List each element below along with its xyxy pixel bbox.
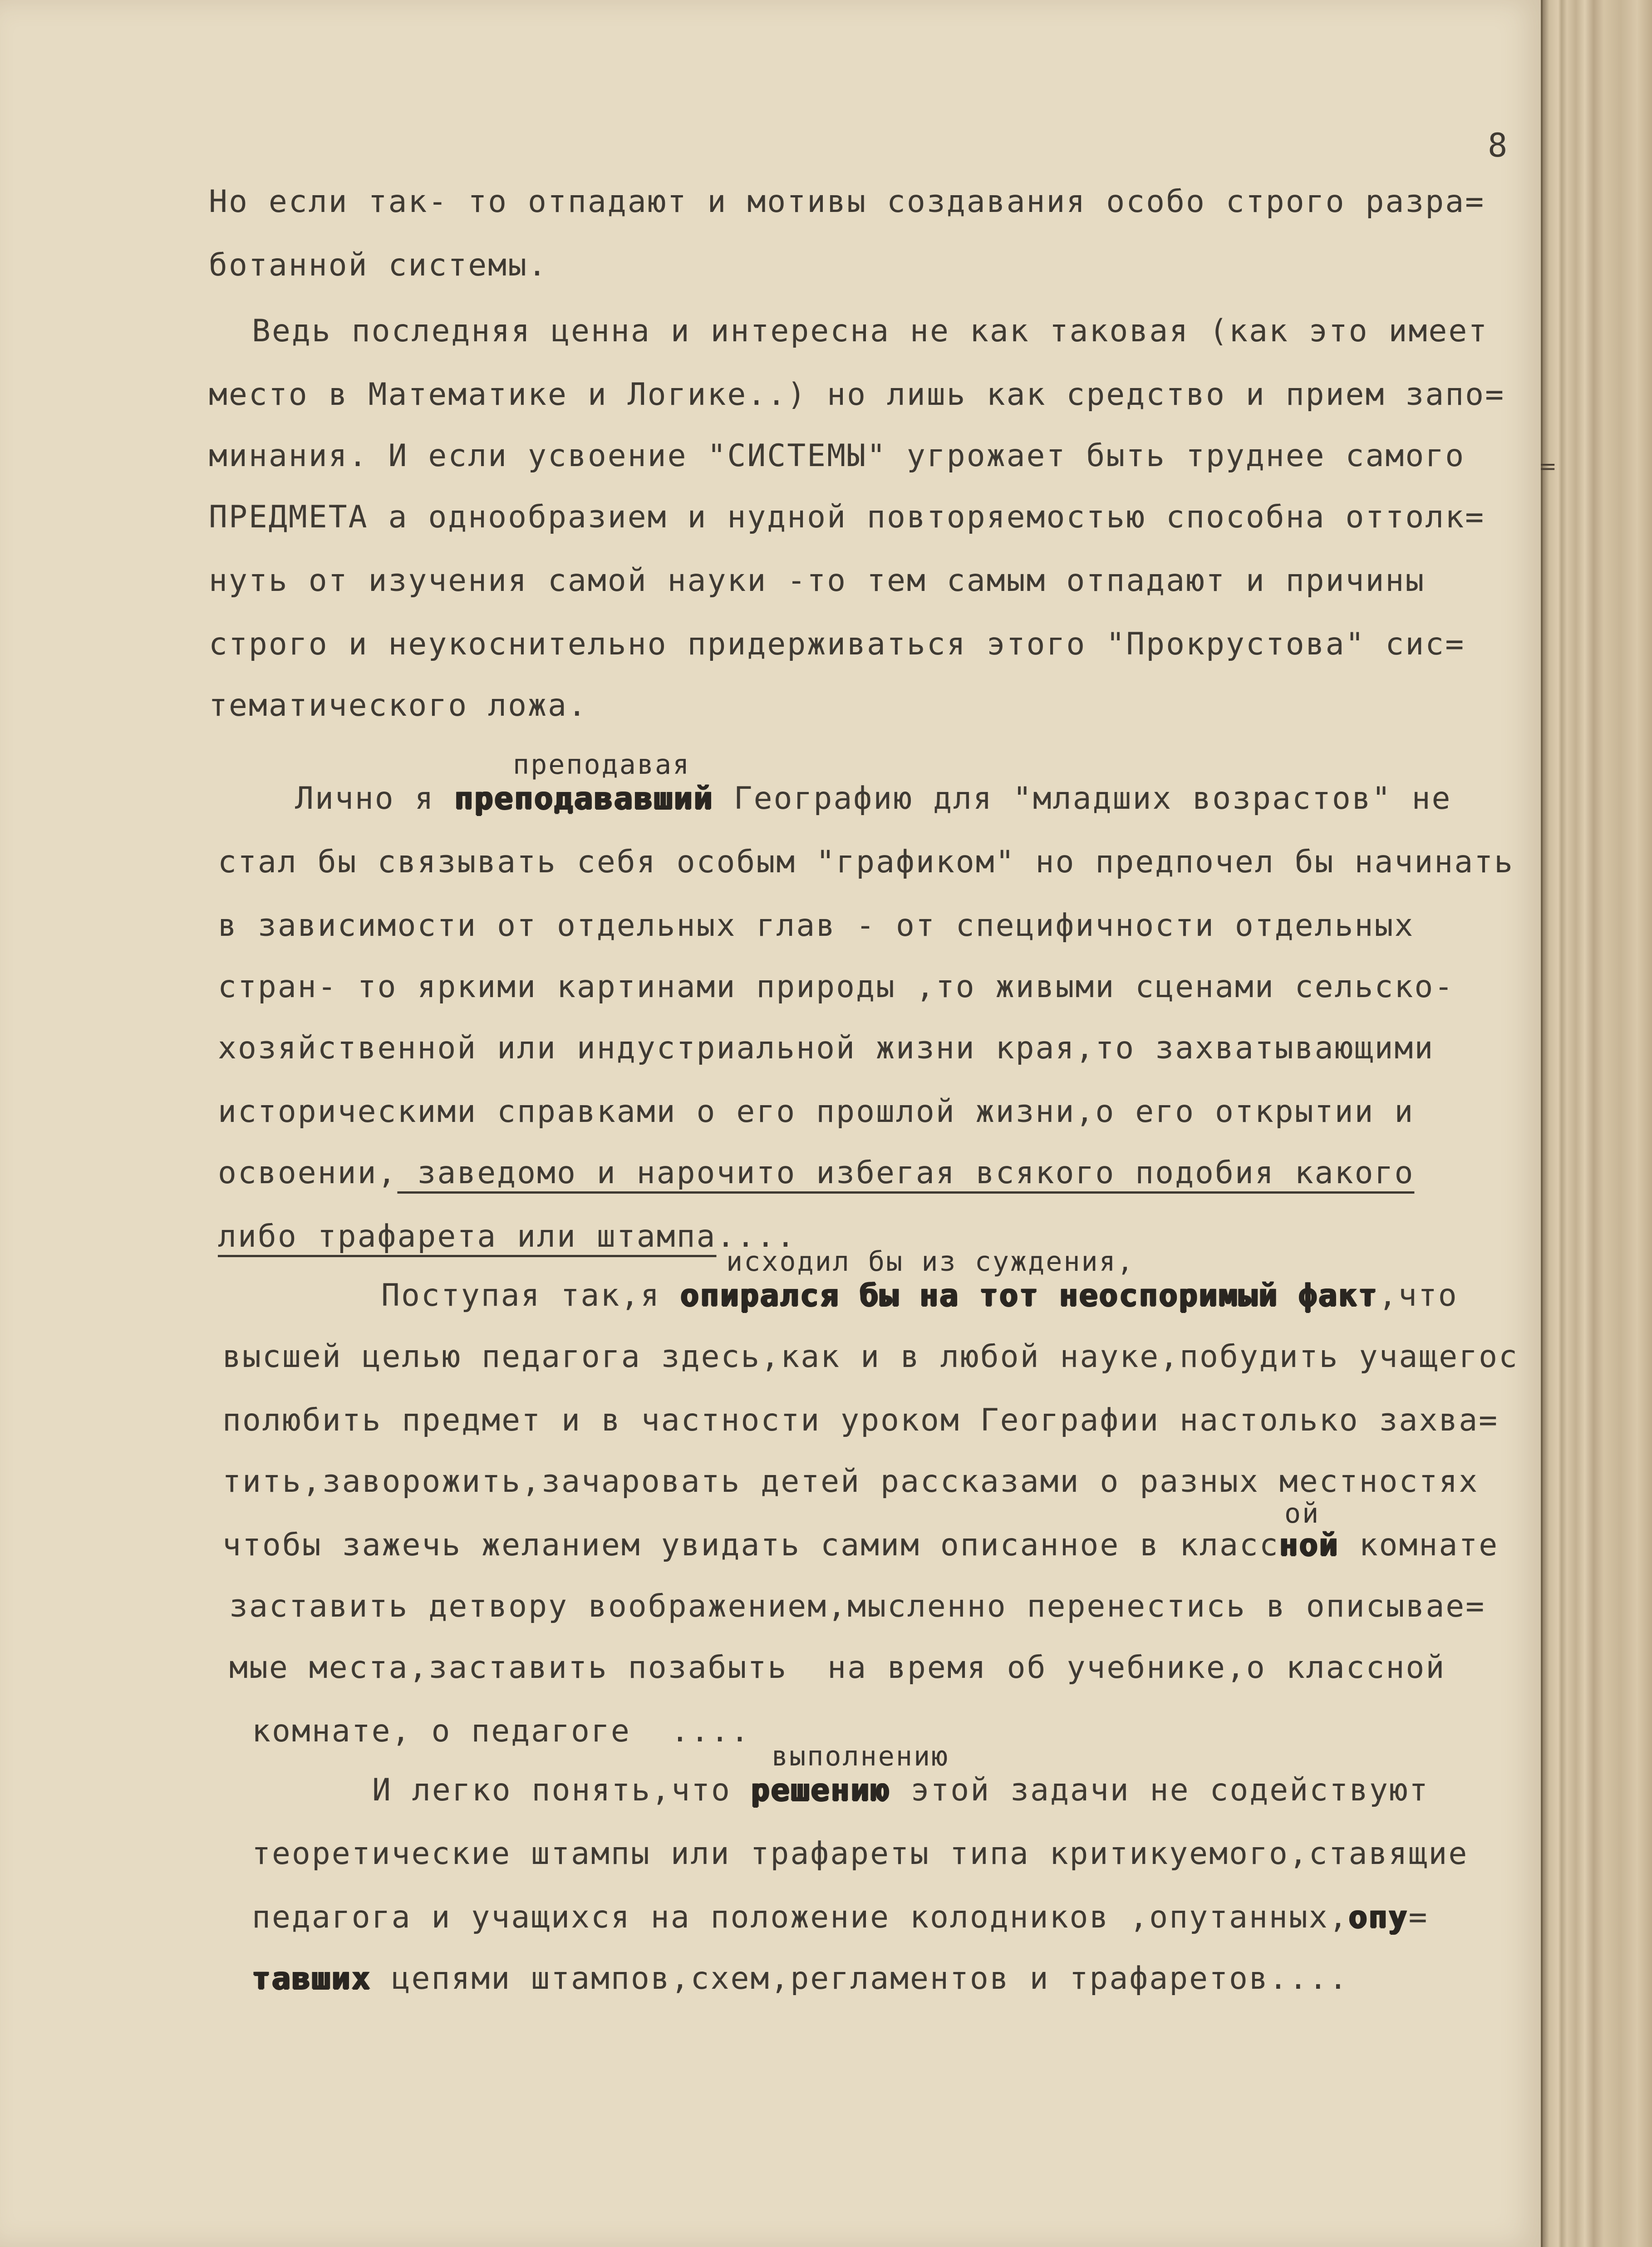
text-line-9: тематического ложа. — [209, 688, 588, 723]
text-line-28: педагога и учащихся на положение колодников ,опутанных,опу= — [252, 1899, 1429, 1935]
struck-phrase-2: опирался бы на тот неоспоримый факт — [680, 1278, 1378, 1313]
text-line-25: комнате, о педагоге .... — [252, 1713, 751, 1749]
struck-word-4: решению — [751, 1772, 891, 1808]
struck-word-6: тавших — [252, 1961, 372, 1996]
text-line-13: стран- то яркими картинами природы ,то живыми сценами сельско- — [218, 969, 1455, 1005]
text-line-14: хозяйственной или индустриальной жизни края,то захватывающими — [218, 1030, 1435, 1066]
margin-mark: = — [1539, 454, 1557, 479]
handwritten-insert-4: выполнению — [772, 1741, 949, 1772]
handwritten-insert-3: ой — [1284, 1498, 1320, 1529]
text-line-23: заставить детвору воображением,мысленно перенестись в описывае= — [229, 1588, 1486, 1624]
text-line-27: теоретические штампы или трафареты типа критикуемого,ставящие — [252, 1836, 1469, 1872]
text-line-19: высшей целью педагога здесь,как и в любой науке,побудить учащегос — [222, 1339, 1519, 1375]
struck-word-3: ной — [1279, 1527, 1339, 1563]
text-line-11: стал бы связывать себя особым "графиком" но предпочел бы начинать — [218, 844, 1514, 880]
text-line-20: полюбить предмет и в частности уроком Географии настолько захва= — [222, 1402, 1499, 1438]
text-line-2: ботанной системы. — [209, 247, 548, 283]
text-line-16: освоении, заведомо и нарочито избегая всякого подобия какого — [218, 1155, 1415, 1191]
text-line-15: историческими справками о его прошлой жизни,о его открытии и — [218, 1094, 1415, 1130]
text-line-21: тить,заворожить,зачаровать детей рассказами о разных местностях — [222, 1464, 1479, 1500]
text-line-10: Лично я преподававший Географию для "младших возрастов" не — [295, 781, 1452, 816]
handwritten-insert-2: исходил бы из суждения, — [726, 1246, 1135, 1278]
struck-word-5: опу — [1348, 1899, 1409, 1935]
page-stack-edge — [1541, 0, 1652, 2247]
underlined-phrase-1: заведомо и нарочито избегая всякого подобия какого — [397, 1155, 1415, 1191]
text-line-18: Поступая так,я опирался бы на тот неоспоримый факт,что — [381, 1278, 1458, 1313]
text-line-1: Но если так- то отпадают и мотивы создавания особо строго разра= — [209, 184, 1485, 220]
text-line-7: нуть от изучения самой науки -то тем самым отпадают и причины — [209, 563, 1426, 599]
text-line-24: мые места,заставить позабыть на время об учебнике,о классной — [229, 1650, 1446, 1686]
struck-word-1: преподававший — [454, 781, 714, 816]
text-line-5: минания. И если усвоение "СИСТЕМЫ" угрожает быть труднее самого — [209, 438, 1465, 474]
page-number: 8 — [1488, 126, 1509, 164]
underlined-phrase-2: либо трафарета или штампа — [218, 1219, 717, 1254]
text-line-8: строго и неукоснительно придерживаться этого "Прокрустова" сис= — [209, 626, 1465, 662]
text-line-12: в зависимости от отдельных глав - от специфичности отдельных — [218, 908, 1415, 944]
handwritten-insert-1: преподавая — [513, 749, 691, 781]
text-line-26: И легко понять,что решению этой задачи не содействуют — [372, 1772, 1429, 1808]
text-line-6: ПРЕДМЕТА а однообразием и нудной повторяемостью способна оттолк= — [209, 499, 1485, 535]
text-line-22: чтобы зажечь желанием увидать самим описанное в классной комнате — [222, 1527, 1499, 1563]
text-line-3: Ведь последняя ценна и интересна не как таковая (как это имеет — [252, 313, 1489, 349]
text-line-4: место в Математике и Логике..) но лишь как средство и прием запо= — [209, 377, 1505, 413]
text-line-17: либо трафарета или штампа.... — [218, 1219, 796, 1254]
text-line-29: тавших цепями штампов,схем,регламентов и трафаретов.... — [252, 1961, 1349, 1996]
